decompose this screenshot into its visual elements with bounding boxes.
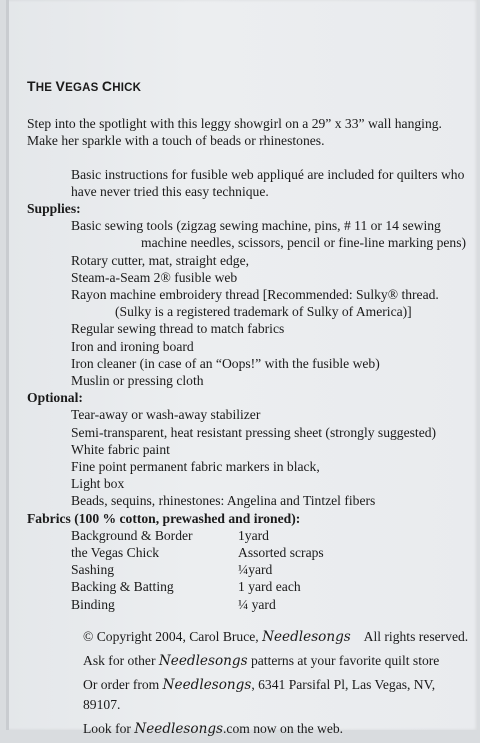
footer: [27, 627, 472, 739]
fabric-name: Background & Border: [71, 527, 193, 543]
ask-text: Ask for other: [83, 652, 159, 668]
rights-text: All rights reserved.: [350, 628, 469, 644]
list-item: Rotary cutter, mat, straight edge,: [71, 252, 250, 268]
brand-name: Needlesongs: [158, 652, 248, 669]
fabric-amount: ¼yard: [238, 562, 273, 578]
list-item: Tear-away or wash-away stabilizer: [71, 407, 261, 423]
title-part-he: HE: [35, 82, 56, 94]
fabrics-table: [27, 527, 472, 613]
copyright-line: [83, 627, 472, 647]
title-initial-v: V: [55, 78, 66, 94]
sheet-content: [27, 78, 472, 743]
intro-paragraph: Step into the spotlight with this leggy showgirl on a 29” x 33” wall hanging. Make her sparkle with a touch of beads or rhinestones.: [27, 116, 442, 149]
item-text: Rayon machine embroidery thread [Recommended: Sulky® thread.: [71, 287, 439, 303]
instruction-sheet: [6, 0, 478, 737]
list-item: Iron cleaner (in case of an “Oops!” with the fusible web): [71, 355, 380, 371]
title-initial-t: T: [27, 78, 36, 94]
item-continuation: machine needles, scissors, pencil or fine-line marking pens): [141, 235, 467, 251]
list-item: White fabric paint: [71, 441, 170, 457]
web-text: Look for: [83, 720, 135, 736]
web-line: [83, 719, 472, 739]
optional-list: [27, 406, 472, 509]
list-item: Muslin or pressing cloth: [71, 373, 204, 389]
list-item: Semi-transparent, heat resistant pressing sheet (strongly suggested): [71, 424, 437, 440]
list-item: Regular sewing thread to match fabrics: [71, 321, 285, 337]
copyright-text: © Copyright 2004, Carol Bruce,: [83, 628, 263, 644]
item-continuation: (Sulky is a registered trademark of Sulky of America)]: [115, 304, 412, 320]
fabric-name: Binding: [71, 596, 115, 612]
fabric-amount: 1 yard each: [238, 579, 301, 595]
brand-name: Needlesongs: [162, 676, 252, 693]
list-item: [71, 217, 472, 251]
list-item: [71, 286, 472, 320]
title-part-egas: EGAS: [65, 82, 102, 94]
fabrics-heading: Fabrics (100 % cotton, prewashed and ironed):: [27, 510, 301, 526]
list-item: Iron and ironing board: [71, 338, 194, 354]
order-address: , 6341 Parsifal Pl, Las Vegas, NV, 89107.: [83, 676, 436, 712]
fabric-amount: Assorted scraps: [238, 545, 324, 561]
page-title: [27, 78, 472, 97]
optional-heading: Optional:: [27, 390, 83, 406]
supplies-heading: Supplies:: [27, 201, 81, 217]
brand-name: Needlesongs: [134, 720, 224, 737]
paper-fold-edge: [6, 0, 9, 730]
table-row: [71, 544, 472, 561]
order-line: [83, 675, 472, 715]
title-initial-c: C: [101, 78, 113, 94]
brand-name: Needlesongs: [262, 628, 351, 645]
list-item: Light box: [71, 476, 125, 492]
ask-text-end: patterns at your favorite quilt store: [247, 652, 440, 668]
table-row: [71, 596, 472, 613]
order-text: Or order from: [83, 676, 163, 692]
fabric-name: Sashing: [71, 562, 115, 578]
web-text-end: .com now on the web.: [223, 720, 344, 736]
supplies-list: [27, 217, 472, 389]
fabric-amount: ¼ yard: [238, 596, 276, 612]
table-row: [71, 578, 472, 595]
list-item: Fine point permanent fabric markers in black,: [71, 459, 320, 475]
fabric-name: Backing & Batting: [71, 579, 174, 595]
fabric-amount: 1yard: [238, 527, 269, 543]
item-text: Basic sewing tools (zigzag sewing machine, pins, # 11 or 14 sewing: [71, 218, 441, 234]
table-row: [71, 561, 472, 578]
list-item: Beads, sequins, rhinestones: Angelina and Tintzel fibers: [71, 493, 376, 509]
title-part-hick: HICK: [112, 82, 142, 94]
basic-instructions-note: Basic instructions for fusible web appliqué are included for quilters who have never tried this easy technique.: [71, 166, 465, 199]
ask-line: [83, 651, 472, 671]
list-item: Steam-a-Seam 2® fusible web: [71, 269, 238, 285]
table-row: [71, 527, 472, 544]
fabric-name: the Vegas Chick: [71, 545, 160, 561]
